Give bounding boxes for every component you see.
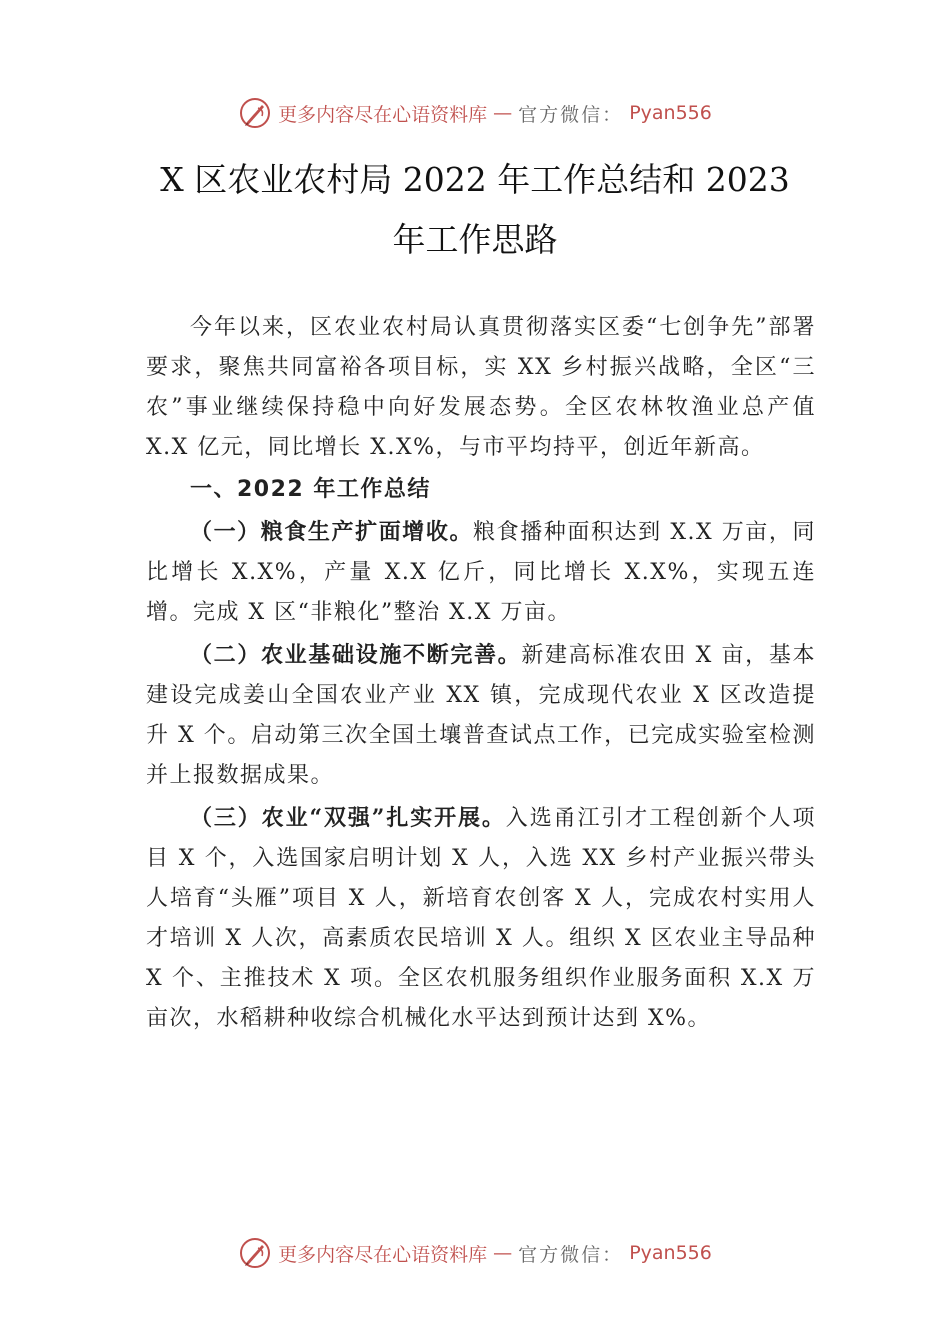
watermark-official-label: 官方微信： — [518, 103, 624, 126]
document-title — [120, 150, 830, 270]
watermark-wechat-id: Pyan556 — [629, 102, 712, 124]
item-dual-strength — [146, 798, 816, 1039]
watermark-dash: — — [493, 1242, 513, 1264]
watermark-site-text: 更多内容尽在心语资料库 — [278, 1243, 488, 1266]
intro-paragraph: 今年以来，区农业农村局认真贯彻落实区委“七创争先”部署要求，聚焦共同富裕各项目标，实 XX 乡村振兴战略，全区“三农”事业继续保持稳中向好发展态势。全区农林牧渔业总产值 X.X 亿元，同比增长 X.X%，与市平均持平，创近年新高。 — [146, 315, 816, 460]
item-grain-production — [146, 512, 816, 633]
item-body: 新建高标准农田 X 亩，基本建设完成姜山全国农业产业 XX 镇，完成现代农业 X 区改造提升 X 个。启动第三次全国土壤普查试点工作，已完成实验室检测并上报数据成果。 — [146, 643, 816, 788]
item-agri-infrastructure — [146, 635, 816, 796]
section-heading-2022-summary: 一、2022 年工作总结 — [190, 477, 431, 502]
item-heading: （二）农业基础设施不断完善。 — [190, 642, 522, 668]
document-body — [146, 308, 816, 1039]
quill-pen-logo-icon — [238, 1236, 272, 1270]
watermark-header — [0, 96, 950, 130]
item-body: 粮食播种面积达到 X.X 万亩，同比增长 X.X%，产量 X.X 亿斤，同比增长 X.X%，实现五连增。完成 X 区“非粮化”整治 X.X 万亩。 — [146, 520, 816, 625]
watermark-site-text: 更多内容尽在心语资料库 — [278, 103, 488, 126]
watermark-wechat-id: Pyan556 — [629, 1242, 712, 1264]
watermark-dash: — — [493, 102, 513, 124]
item-heading: （三）农业“双强”扎实开展。 — [190, 805, 506, 831]
watermark-official-label: 官方微信： — [518, 1243, 624, 1266]
quill-pen-logo-icon — [238, 96, 272, 130]
title-line-2: 年工作思路 — [392, 220, 558, 259]
item-body: 入选甬江引才工程创新个人项目 X 个，入选国家启明计划 X 人，入选 XX 乡村产业振兴带头人培育“头雁”项目 X 人，新培育农创客 X 人，完成农村实用人才培训 X 人次，高素质农民培训 X 人。组织 X 区农业主导品种 X 个、主推技术 X 项。全区农机服务组织作业服务面积 X.X 万亩次，水稻耕种收综合机械化水平达到预计达到 X%。 — [146, 806, 816, 1031]
item-heading: （一）粮食生产扩面增收。 — [190, 519, 474, 545]
watermark-footer — [0, 1236, 950, 1270]
title-line-1: X 区农业农村局 2022 年工作总结和 2023 — [160, 160, 790, 199]
